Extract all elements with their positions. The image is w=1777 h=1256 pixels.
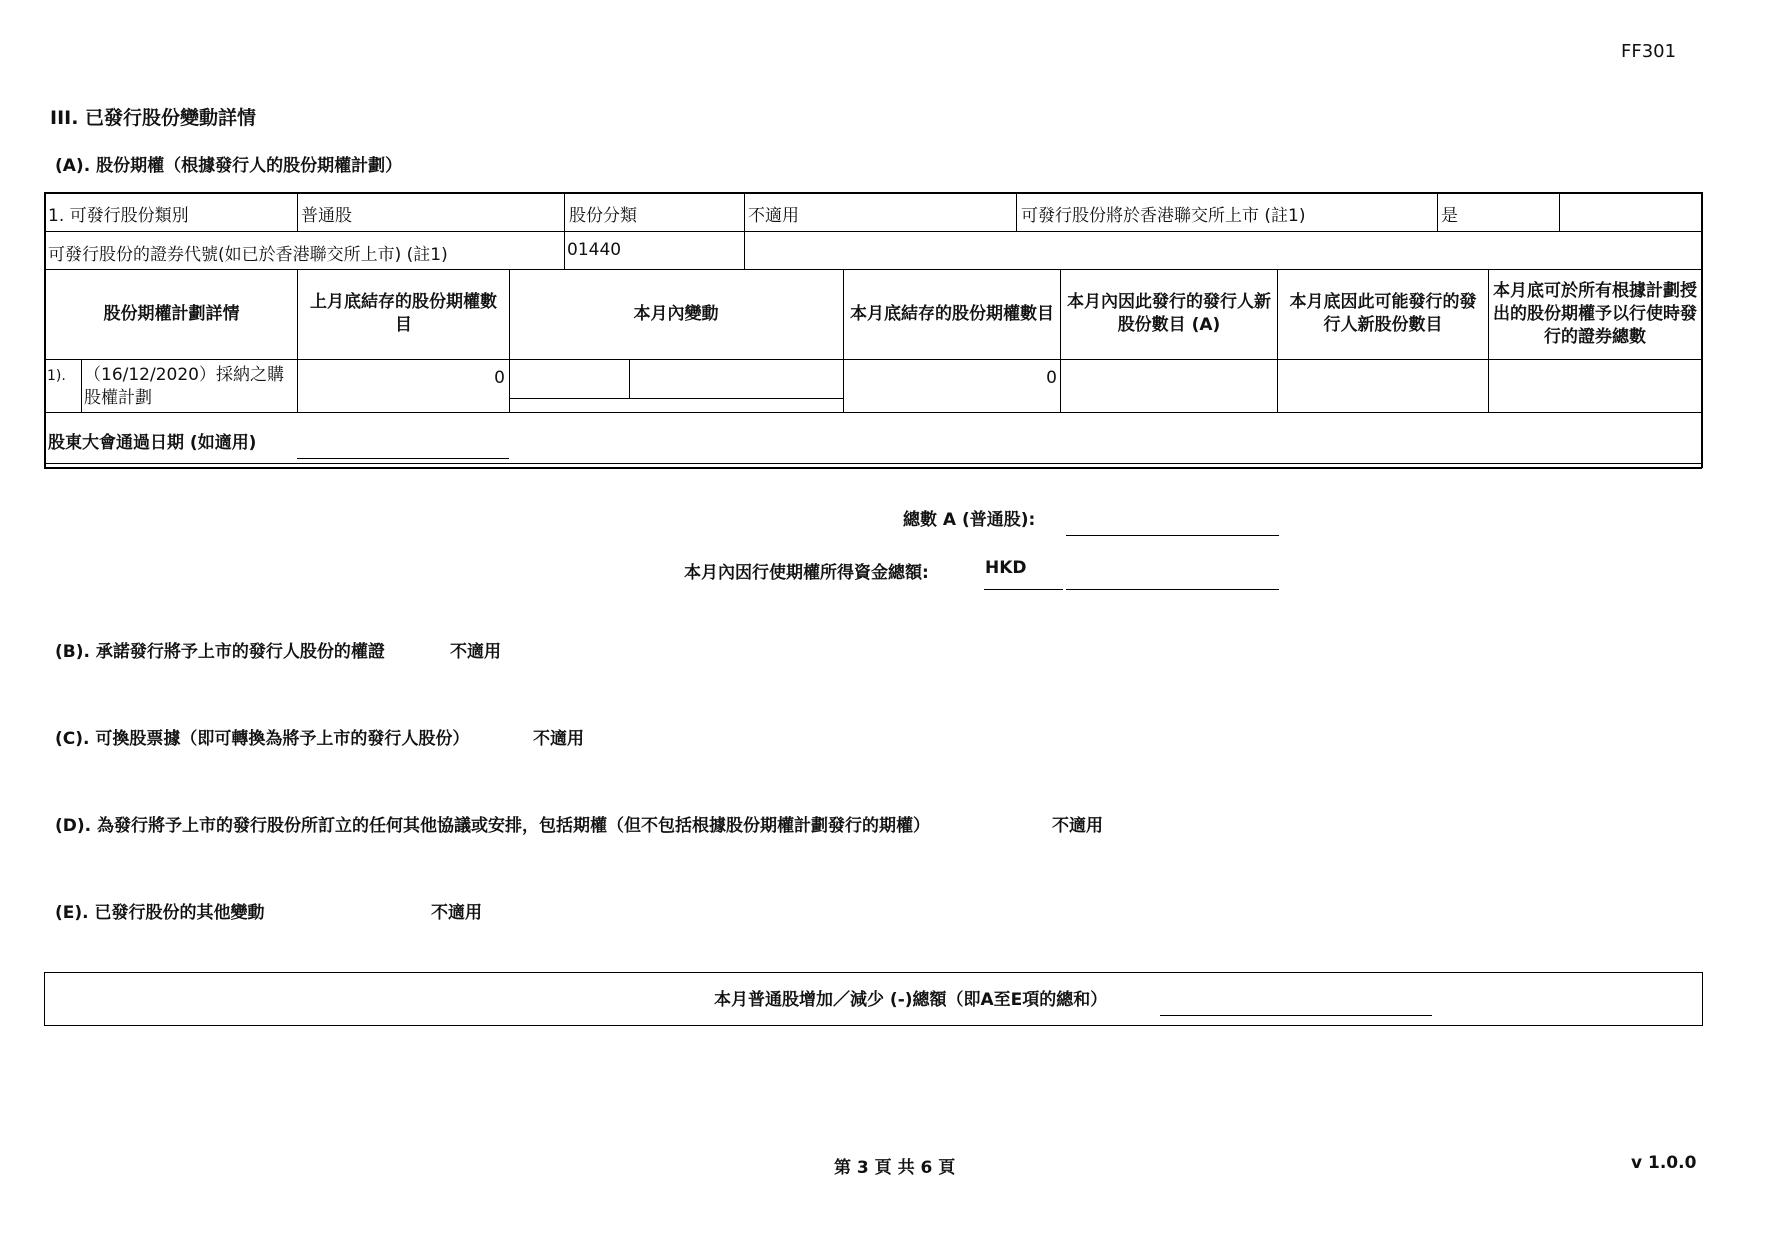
part-b-label: (B). 承諾發行將予上市的發行人股份的權證	[55, 642, 385, 662]
class-value: 普通股	[301, 206, 352, 226]
header-end-balance: 本月底結存的股份期權數目	[850, 303, 1054, 324]
listed-label: 可發行股份將於香港聯交所上市 (註1)	[1021, 206, 1306, 226]
header-new-shares-issued: 本月內因此發行的發行人新股份數目 (A)	[1067, 292, 1271, 335]
part-a-title: (A). 股份期權（根據發行人的股份期權計劃）	[55, 156, 403, 176]
funds-label: 本月內因行使期權所得資金總額:	[684, 563, 929, 583]
part-e-value: 不適用	[431, 903, 482, 923]
row-prev-balance: 0	[494, 368, 505, 388]
header-prev-balance: 上月底結存的股份期權數目	[310, 292, 497, 335]
header-total-issuable: 本月底可於所有根據計劃授出的股份期權予以行使時發行的證券總數	[1493, 280, 1697, 347]
summary-field	[1160, 1015, 1432, 1016]
total-a-field	[1066, 535, 1279, 536]
class-label: 1. 可發行股份類別	[48, 206, 189, 226]
section-title: III. 已發行股份變動詳情	[50, 107, 257, 129]
agm-date-label: 股東大會通過日期 (如適用)	[48, 433, 257, 453]
agm-date-field	[297, 458, 509, 459]
header-new-shares-possible: 本月底因此可能發行的發行人新股份數目	[1289, 292, 1477, 335]
part-c-value: 不適用	[533, 729, 584, 749]
row-scheme: （16/12/2020）採納之購股權計劃	[84, 365, 284, 408]
part-d-value: 不適用	[1052, 816, 1103, 836]
listed-value: 是	[1441, 206, 1458, 226]
version: v 1.0.0	[1631, 1153, 1697, 1173]
funds-field	[1066, 589, 1279, 590]
row-index: 1).	[47, 368, 66, 384]
part-c-label: (C). 可換股票據（即可轉換為將予上市的發行人股份）	[55, 729, 470, 749]
stock-code-value: 01440	[567, 240, 622, 260]
sub-class-value: 不適用	[748, 206, 799, 226]
part-b-value: 不適用	[450, 642, 501, 662]
part-d-label: (D). 為發行將予上市的發行股份所訂立的任何其他協議或安排，包括期權（但不包括根據股份期權計劃發行的期權）	[55, 816, 931, 836]
part-e-label: (E). 已發行股份的其他變動	[55, 903, 265, 923]
funds-currency-underline	[984, 589, 1063, 590]
funds-currency: HKD	[985, 558, 1027, 578]
form-code: FF301	[1621, 41, 1677, 62]
page-number: 第 3 頁 共 6 頁	[834, 1158, 956, 1178]
stock-code-label: 可發行股份的證券代號(如已於香港聯交所上市) (註1)	[48, 245, 448, 265]
header-scheme-details: 股份期權計劃詳情	[103, 303, 240, 324]
row-end-balance: 0	[1046, 368, 1057, 388]
total-a-label: 總數 A (普通股):	[903, 510, 1036, 530]
sub-class-label: 股份分類	[569, 206, 637, 226]
summary-label: 本月普通股增加／減少 (-)總額（即A至E項的總和）	[714, 990, 1108, 1010]
header-movement: 本月內變動	[633, 303, 719, 324]
